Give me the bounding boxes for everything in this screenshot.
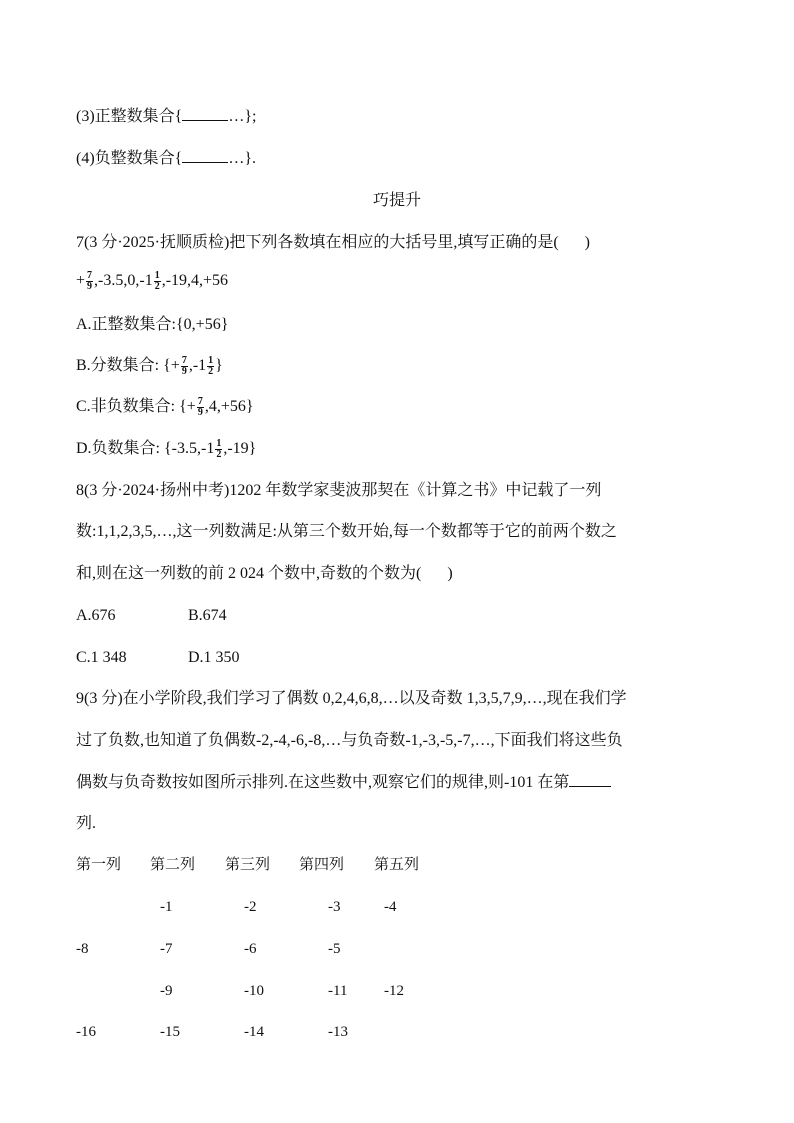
q8-option-c[interactable]: C.1 348: [76, 649, 127, 666]
answer-blank[interactable]: [182, 106, 228, 121]
fraction-one-half: [154, 271, 161, 292]
frac-den: 2: [208, 365, 214, 377]
table-header-col4: 第四列: [299, 857, 345, 873]
q6-part3: [76, 106, 256, 128]
q8-option-a[interactable]: A.676: [76, 607, 116, 624]
frac-den: 9: [87, 280, 93, 292]
section-title: 巧提升: [372, 192, 421, 209]
frac-den: 2: [216, 448, 222, 460]
q7-stem-text: 7(3 分·2025·抚顺质检)把下列各数填在相应的大括号里,填写正确的是(: [76, 234, 559, 251]
q7-option-d-prefix: D.负数集合: {-3.5,-1: [76, 440, 215, 457]
q8-option-row-1: [76, 605, 116, 627]
q7-numbers-c: ,-19,4,+56: [161, 272, 229, 289]
q8-option-b[interactable]: B.674: [188, 607, 227, 624]
q7-numbers-b: ,-3.5,0,-1: [94, 272, 153, 289]
table-cell: -12: [384, 983, 404, 999]
q7-numbers-a: +: [76, 272, 86, 289]
q9-line3: [76, 772, 611, 794]
table-cell: -11: [328, 983, 348, 999]
fraction-one-half: [215, 439, 222, 460]
table-cell: -14: [244, 1024, 264, 1040]
table-cell: -8: [76, 941, 89, 957]
table-header-col1: 第一列: [76, 857, 122, 873]
q8-line3-end: ): [447, 565, 453, 582]
q7-option-d[interactable]: [76, 438, 256, 460]
table-cell: -4: [384, 899, 397, 915]
q8-line3: [76, 563, 453, 585]
fraction-seven-ninths: [181, 356, 188, 377]
q9-line4: 列.: [76, 815, 97, 832]
fraction-seven-ninths: [86, 271, 93, 292]
fraction-seven-ninths: [197, 397, 204, 418]
frac-den: 9: [181, 365, 187, 377]
q6-part4-prefix: (4)负整数集合{: [76, 150, 183, 167]
table-cell: -15: [160, 1024, 180, 1040]
table-cell: -9: [160, 983, 173, 999]
q8-line2: 数:1,1,2,3,5,…,这一列数满足:从第三个数开始,每一个数都等于它的前两个数之: [76, 523, 617, 540]
table-cell: -2: [244, 899, 257, 915]
frac-den: 9: [197, 406, 203, 418]
q7-stem: [76, 232, 590, 254]
table-cell: -5: [328, 941, 341, 957]
table-header-col2: 第二列: [150, 857, 196, 873]
q7-option-b-mid: ,-1: [188, 357, 207, 374]
table-cell: -6: [244, 941, 257, 957]
q7-option-d-suffix: ,-19}: [223, 440, 257, 457]
q6-part3-prefix: (3)正整数集合{: [76, 108, 183, 125]
table-cell: -1: [160, 899, 173, 915]
frac-num: 1: [154, 269, 160, 281]
q8-option-d[interactable]: D.1 350: [188, 649, 240, 666]
q7-option-a[interactable]: A.正整数集合:{0,+56}: [76, 316, 229, 333]
fraction-one-half: [207, 356, 214, 377]
q6-part4: [76, 148, 256, 170]
q7-numbers: [76, 270, 228, 292]
q7-option-c-suffix: ,4,+56}: [204, 398, 254, 415]
q7-option-b-prefix: B.分数集合: {+: [76, 357, 180, 374]
frac-den: 2: [154, 280, 160, 292]
q8-line1: 8(3 分·2024·扬州中考)1202 年数学家斐波那契在《计算之书》中记载了一列: [76, 482, 602, 499]
q7-option-b-suffix: }: [215, 357, 223, 374]
answer-blank[interactable]: [182, 148, 228, 163]
q7-option-c-prefix: C.非负数集合: {+: [76, 398, 196, 415]
table-cell: -3: [328, 899, 341, 915]
table-cell: -7: [160, 941, 173, 957]
frac-num: 1: [216, 437, 222, 449]
table-header-col3: 第三列: [225, 857, 271, 873]
q9-line2: 过了负数,也知道了负偶数-2,-4,-6,-8,…与负奇数-1,-3,-5,-7,…,下面我们将这些负: [76, 732, 623, 749]
frac-num: 7: [87, 269, 93, 281]
table-cell: -13: [328, 1024, 348, 1040]
table-header-col5: 第五列: [374, 857, 420, 873]
table-cell: -16: [76, 1024, 96, 1040]
q8-line3-text: 和,则在这一列数的前 2 024 个数中,奇数的个数为(: [76, 565, 422, 582]
q6-part4-suffix: …}.: [228, 150, 257, 167]
q7-stem-end: ): [584, 234, 590, 251]
table-cell: -10: [244, 983, 264, 999]
frac-num: 7: [181, 354, 187, 366]
frac-num: 1: [208, 354, 214, 366]
q8-option-row-2: [76, 647, 127, 669]
answer-blank[interactable]: [569, 772, 611, 787]
q9-line1: 9(3 分)在小学阶段,我们学习了偶数 0,2,4,6,8,…以及奇数 1,3,5,7,9,…,现在我们学: [76, 690, 627, 707]
q7-option-c[interactable]: [76, 396, 254, 418]
q9-line3-text: 偶数与负奇数按如图所示排列.在这些数中,观察它们的规律,则-101 在第: [76, 774, 570, 791]
q7-option-b[interactable]: [76, 355, 223, 377]
q6-part3-suffix: …};: [228, 108, 257, 125]
frac-num: 7: [197, 395, 203, 407]
